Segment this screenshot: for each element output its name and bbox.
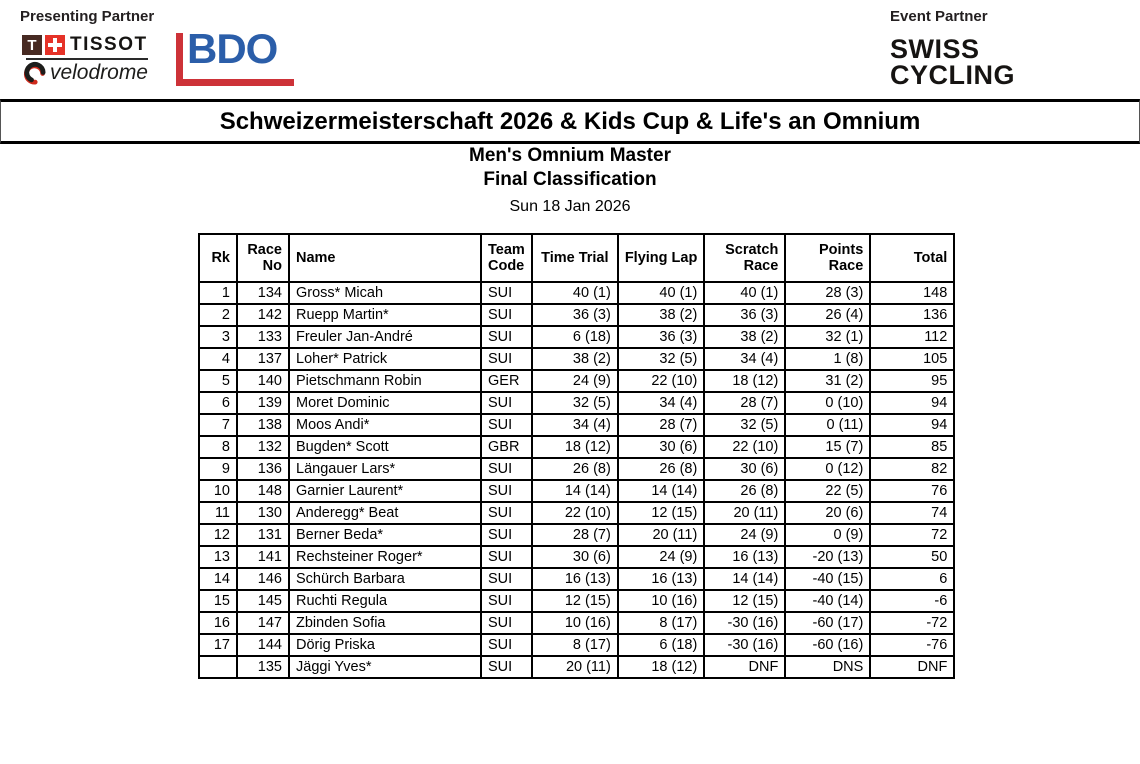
cell-no: 148 [237, 480, 289, 502]
cell-scratch: 38 (2) [704, 326, 785, 348]
col-header-points-race: Points Race [785, 234, 870, 282]
cell-rk: 2 [199, 304, 237, 326]
cell-team: SUI [481, 414, 532, 436]
cell-no: 139 [237, 392, 289, 414]
cell-team: SUI [481, 480, 532, 502]
swiss-cycling-line1: SWISS [890, 34, 980, 64]
cell-rk [199, 656, 237, 678]
table-row [199, 414, 954, 436]
classification-subtitle: Final Classification [483, 169, 657, 190]
cell-points: 32 (1) [785, 326, 870, 348]
cell-scratch: 16 (13) [704, 546, 785, 568]
bdo-frame-horizontal [176, 79, 294, 86]
cell-name: Längauer Lars* [289, 458, 481, 480]
document-title: Schweizermeisterschaft 2026 & Kids Cup & Life's an Omnium [219, 107, 921, 135]
swiss-cycling-line2: CYCLING [890, 60, 1015, 90]
cell-total: 112 [870, 326, 954, 348]
cell-tt: 26 (8) [532, 458, 618, 480]
table-row [199, 502, 954, 524]
table-row [199, 480, 954, 502]
cell-rk: 5 [199, 370, 237, 392]
cell-name: Ruchti Regula [289, 590, 481, 612]
cell-name: Zbinden Sofia [289, 612, 481, 634]
document-title-bar [0, 99, 1140, 144]
cell-tt: 40 (1) [532, 282, 618, 304]
cell-team: SUI [481, 612, 532, 634]
cell-rk: 13 [199, 546, 237, 568]
cell-fl: 24 (9) [618, 546, 705, 568]
table-row [199, 436, 954, 458]
cell-total: 136 [870, 304, 954, 326]
velodrome-wordmark: velodrome [49, 61, 148, 84]
tissot-logo-row [22, 34, 148, 56]
cell-no: 145 [237, 590, 289, 612]
table-row [199, 326, 954, 348]
cell-name: Garnier Laurent* [289, 480, 481, 502]
cell-scratch: DNF [704, 656, 785, 678]
cell-scratch: 26 (8) [704, 480, 785, 502]
cell-team: GER [481, 370, 532, 392]
cell-scratch: 18 (12) [704, 370, 785, 392]
event-title: Men's Omnium Master [469, 145, 671, 166]
cell-points: 0 (12) [785, 458, 870, 480]
cell-team: GBR [481, 436, 532, 458]
swiss-cycling-logo [890, 36, 1015, 88]
cell-tt: 10 (16) [532, 612, 618, 634]
cell-rk: 4 [199, 348, 237, 370]
cell-total: -76 [870, 634, 954, 656]
cell-total: 105 [870, 348, 954, 370]
cell-name: Moos Andi* [289, 414, 481, 436]
cell-points: 0 (11) [785, 414, 870, 436]
table-row [199, 524, 954, 546]
cell-tt: 30 (6) [532, 546, 618, 568]
cell-tt: 12 (15) [532, 590, 618, 612]
cell-points: 22 (5) [785, 480, 870, 502]
cell-rk: 15 [199, 590, 237, 612]
results-tbody [199, 282, 954, 678]
cell-total: 148 [870, 282, 954, 304]
cell-tt: 24 (9) [532, 370, 618, 392]
cell-fl: 40 (1) [618, 282, 705, 304]
cell-fl: 14 (14) [618, 480, 705, 502]
cell-fl: 26 (8) [618, 458, 705, 480]
cell-points: 0 (9) [785, 524, 870, 546]
col-header-scratch-race: Scratch Race [704, 234, 785, 282]
tissot-velodrome-logo [22, 34, 148, 85]
cell-rk: 1 [199, 282, 237, 304]
cell-total: -6 [870, 590, 954, 612]
velodrome-logo-row [22, 61, 148, 85]
cell-team: SUI [481, 326, 532, 348]
table-row [199, 568, 954, 590]
cell-rk: 12 [199, 524, 237, 546]
cell-name: Freuler Jan-André [289, 326, 481, 348]
cell-total: 85 [870, 436, 954, 458]
cell-rk: 17 [199, 634, 237, 656]
cell-no: 140 [237, 370, 289, 392]
table-row [199, 546, 954, 568]
cell-scratch: 14 (14) [704, 568, 785, 590]
table-row [199, 458, 954, 480]
cell-total: 94 [870, 414, 954, 436]
table-header-row [199, 234, 954, 282]
tissot-t-icon: T [22, 35, 42, 55]
cell-team: SUI [481, 546, 532, 568]
cell-fl: 32 (5) [618, 348, 705, 370]
cell-scratch: 12 (15) [704, 590, 785, 612]
cell-scratch: -30 (16) [704, 634, 785, 656]
cell-fl: 36 (3) [618, 326, 705, 348]
cell-points: -60 (16) [785, 634, 870, 656]
cell-points: -60 (17) [785, 612, 870, 634]
cell-scratch: 22 (10) [704, 436, 785, 458]
cell-rk: 7 [199, 414, 237, 436]
cell-name: Jäggi Yves* [289, 656, 481, 678]
cell-points: 26 (4) [785, 304, 870, 326]
cell-fl: 18 (12) [618, 656, 705, 678]
col-header-name: Name [289, 234, 481, 282]
cell-no: 136 [237, 458, 289, 480]
cell-no: 132 [237, 436, 289, 458]
cell-fl: 6 (18) [618, 634, 705, 656]
cell-fl: 30 (6) [618, 436, 705, 458]
cell-no: 137 [237, 348, 289, 370]
cell-points: 28 (3) [785, 282, 870, 304]
cell-no: 130 [237, 502, 289, 524]
cell-scratch: 32 (5) [704, 414, 785, 436]
cell-rk: 3 [199, 326, 237, 348]
cell-points: 31 (2) [785, 370, 870, 392]
cell-scratch: 28 (7) [704, 392, 785, 414]
cell-rk: 8 [199, 436, 237, 458]
cell-fl: 28 (7) [618, 414, 705, 436]
cell-no: 133 [237, 326, 289, 348]
cell-tt: 18 (12) [532, 436, 618, 458]
cell-rk: 11 [199, 502, 237, 524]
col-header-rank: Rk [199, 234, 237, 282]
results-table [198, 233, 955, 679]
cell-team: SUI [481, 282, 532, 304]
cell-tt: 34 (4) [532, 414, 618, 436]
cell-fl: 8 (17) [618, 612, 705, 634]
cell-tt: 28 (7) [532, 524, 618, 546]
cell-name: Anderegg* Beat [289, 502, 481, 524]
cell-rk: 6 [199, 392, 237, 414]
cell-name: Gross* Micah [289, 282, 481, 304]
cell-scratch: 20 (11) [704, 502, 785, 524]
cell-name: Pietschmann Robin [289, 370, 481, 392]
cell-rk: 14 [199, 568, 237, 590]
cell-no: 146 [237, 568, 289, 590]
table-row [199, 392, 954, 414]
cell-total: 76 [870, 480, 954, 502]
cell-total: 6 [870, 568, 954, 590]
cell-no: 142 [237, 304, 289, 326]
cell-no: 131 [237, 524, 289, 546]
cell-tt: 38 (2) [532, 348, 618, 370]
cell-no: 147 [237, 612, 289, 634]
cell-fl: 20 (11) [618, 524, 705, 546]
velodrome-swoosh-icon [22, 61, 48, 85]
table-row [199, 282, 954, 304]
cell-team: SUI [481, 304, 532, 326]
cell-team: SUI [481, 502, 532, 524]
cell-scratch: -30 (16) [704, 612, 785, 634]
cell-team: SUI [481, 590, 532, 612]
cell-name: Loher* Patrick [289, 348, 481, 370]
cell-name: Schürch Barbara [289, 568, 481, 590]
cell-name: Ruepp Martin* [289, 304, 481, 326]
cell-team: SUI [481, 634, 532, 656]
cell-no: 141 [237, 546, 289, 568]
cell-points: -40 (15) [785, 568, 870, 590]
cell-team: SUI [481, 568, 532, 590]
bdo-wordmark: BDO [187, 25, 278, 72]
table-row [199, 612, 954, 634]
cell-tt: 36 (3) [532, 304, 618, 326]
cell-scratch: 40 (1) [704, 282, 785, 304]
cell-points: 20 (6) [785, 502, 870, 524]
cell-points: -20 (13) [785, 546, 870, 568]
cell-scratch: 34 (4) [704, 348, 785, 370]
cell-tt: 22 (10) [532, 502, 618, 524]
cell-fl: 22 (10) [618, 370, 705, 392]
cell-fl: 10 (16) [618, 590, 705, 612]
tissot-divider [26, 58, 148, 60]
cell-fl: 16 (13) [618, 568, 705, 590]
cell-team: SUI [481, 524, 532, 546]
cell-no: 138 [237, 414, 289, 436]
cell-team: SUI [481, 656, 532, 678]
cell-points: DNS [785, 656, 870, 678]
cell-rk: 9 [199, 458, 237, 480]
tissot-wordmark: TISSOT [70, 34, 148, 55]
table-row [199, 370, 954, 392]
cell-name: Moret Dominic [289, 392, 481, 414]
cell-tt: 16 (13) [532, 568, 618, 590]
cell-total: DNF [870, 656, 954, 678]
col-header-flying-lap: Flying Lap [618, 234, 705, 282]
cell-total: 82 [870, 458, 954, 480]
col-header-race-no: Race No [237, 234, 289, 282]
cell-points: -40 (14) [785, 590, 870, 612]
cell-name: Dörig Priska [289, 634, 481, 656]
cell-name: Rechsteiner Roger* [289, 546, 481, 568]
cell-tt: 20 (11) [532, 656, 618, 678]
table-row [199, 634, 954, 656]
cell-no: 134 [237, 282, 289, 304]
cell-total: 50 [870, 546, 954, 568]
cell-no: 135 [237, 656, 289, 678]
col-header-time-trial: Time Trial [532, 234, 618, 282]
cell-tt: 14 (14) [532, 480, 618, 502]
cell-fl: 38 (2) [618, 304, 705, 326]
event-date: Sun 18 Jan 2026 [509, 198, 631, 215]
cell-team: SUI [481, 392, 532, 414]
cell-team: SUI [481, 458, 532, 480]
cell-scratch: 36 (3) [704, 304, 785, 326]
cell-points: 1 (8) [785, 348, 870, 370]
event-partner-label: Event Partner [890, 8, 988, 25]
cell-rk: 16 [199, 612, 237, 634]
table-row [199, 304, 954, 326]
cell-tt: 6 (18) [532, 326, 618, 348]
presenting-partner-label: Presenting Partner [20, 8, 155, 25]
cell-points: 15 (7) [785, 436, 870, 458]
cell-rk: 10 [199, 480, 237, 502]
col-header-total: Total [870, 234, 954, 282]
table-row [199, 656, 954, 678]
cell-team: SUI [481, 348, 532, 370]
table-row [199, 590, 954, 612]
cell-total: 94 [870, 392, 954, 414]
cell-points: 0 (10) [785, 392, 870, 414]
cell-tt: 8 (17) [532, 634, 618, 656]
cell-fl: 12 (15) [618, 502, 705, 524]
swiss-cross-icon [45, 35, 65, 55]
cell-tt: 32 (5) [532, 392, 618, 414]
cell-scratch: 30 (6) [704, 458, 785, 480]
cell-total: -72 [870, 612, 954, 634]
cell-total: 74 [870, 502, 954, 524]
table-row [199, 348, 954, 370]
cell-name: Bugden* Scott [289, 436, 481, 458]
cell-name: Berner Beda* [289, 524, 481, 546]
bdo-logo [176, 25, 294, 86]
cell-no: 144 [237, 634, 289, 656]
cell-scratch: 24 (9) [704, 524, 785, 546]
cell-total: 72 [870, 524, 954, 546]
col-header-team-code: Team Code [481, 234, 532, 282]
cell-fl: 34 (4) [618, 392, 705, 414]
cell-total: 95 [870, 370, 954, 392]
